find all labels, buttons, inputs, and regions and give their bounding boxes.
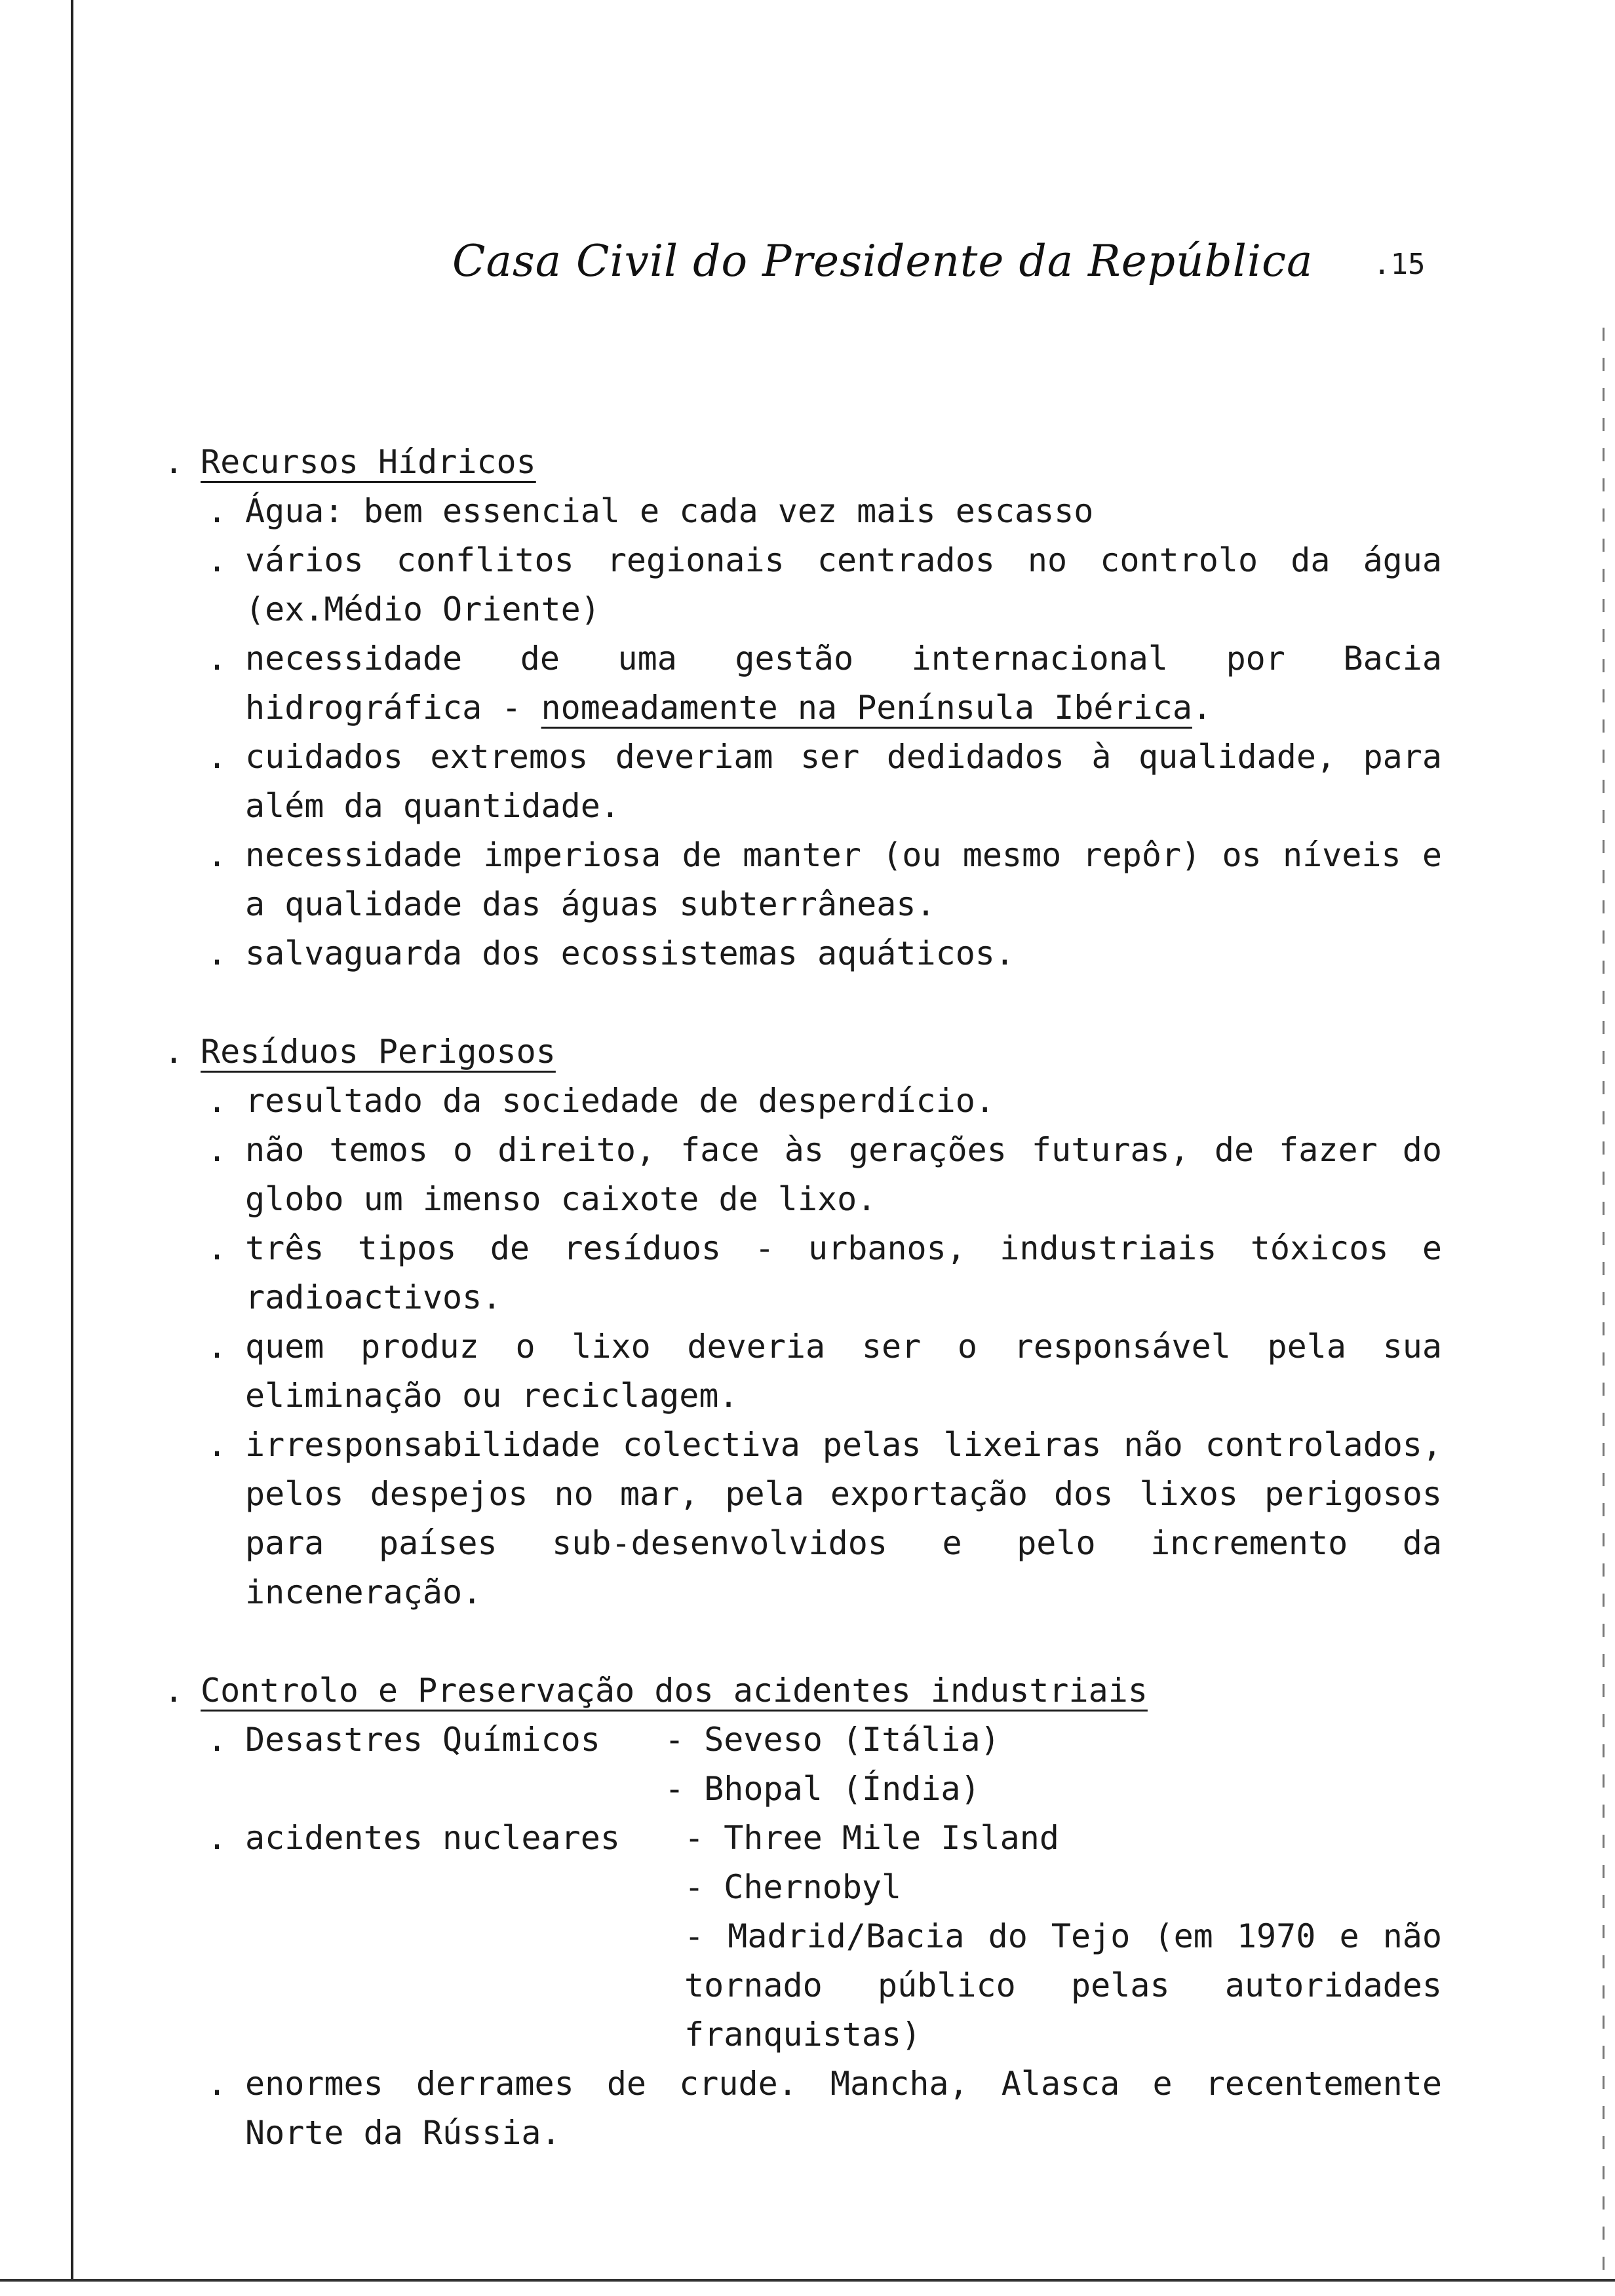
bullet: . [207,1426,227,1464]
item-text: necessidade de uma gestão internacional por Bacia hidrográfica - [245,640,1442,727]
bullet: . [207,836,227,874]
bullet: . [207,1229,227,1267]
group-row [245,1814,1442,1863]
section-title: Resíduos Perigosos [201,1033,556,1071]
page-header [452,236,1313,308]
item-text: vários conflitos regionais centrados no controlo da água (ex.Médio Oriente) [245,541,1442,628]
group-row [245,1765,1442,1814]
list-item [164,733,1442,831]
item-text: não temos o direito, face às gerações futuras, de fazer do globo um imenso caixote de lixo. [245,1131,1442,1218]
bullet: . [164,443,184,481]
item-text: quem produz o lixo deveria ser o responsável pela sua eliminação ou reciclagem. [245,1328,1442,1415]
item-text: Água: bem essencial e cada vez mais escasso [245,492,1094,530]
bullet: . [207,1131,227,1169]
group-sub-item: - Three Mile Island [684,1819,1059,1857]
item-text: cuidados extremos deveriam ser dedidados à qualidade, para além da quantidade. [245,738,1442,825]
item-text: necessidade imperiosa de manter (ou mesmo repôr) os níveis e a qualidade das águas subterrâneas. [245,836,1442,923]
bullet: . [207,1819,227,1857]
section-recursos-hidricos [164,438,1442,978]
group-sub-item: - Seveso (Itália) [665,1721,1000,1759]
group-label: Desastres Químicos [245,1721,600,1759]
item-text: três tipos de resíduos - urbanos, industriais tóxicos e radioactivos. [245,1229,1442,1316]
group-label: acidentes nucleares [245,1819,620,1857]
bullet: . [207,1721,227,1759]
bullet: . [207,934,227,972]
underlined-phrase: nomeadamente na Península Ibérica [541,689,1192,727]
bullet: . [164,1033,184,1071]
list-item [164,929,1442,978]
item-text-end: . [1192,689,1213,727]
bullet: . [207,1328,227,1366]
list-item [164,2059,1442,2158]
list-item-desastres-quimicos [164,1715,1442,1814]
item-text: irresponsabilidade colectiva pelas lixeiras não controlados, pelos despejos no mar, pela exportação dos lixos perigosos para países sub-desenvolvidos e pelo incremento da inceneração. [245,1426,1442,1611]
list-item-acidentes-nucleares [164,1814,1442,2059]
list-item [164,1322,1442,1421]
list-item [164,831,1442,929]
bullet: . [207,541,227,579]
section-residuos-perigosos [164,1027,1442,1617]
page-number: .15 [1373,248,1426,281]
bullet: . [207,738,227,776]
page-left-border [71,0,73,2280]
group-row [245,1863,1442,1912]
section-heading [164,1027,1442,1077]
bullet: . [207,2065,227,2103]
list-item [164,1077,1442,1126]
bullet: . [207,492,227,530]
group-row [245,1912,1442,2059]
list-item [164,536,1442,634]
document-body [164,438,1442,2207]
list-item [164,487,1442,536]
list-item [164,1126,1442,1224]
list-item [164,1224,1442,1322]
bullet: . [207,1082,227,1120]
bullet: . [164,1672,184,1710]
item-text: enormes derrames de crude. Mancha, Alasca e recentemente Norte da Rússia. [245,2065,1442,2152]
group-sub-item: - Madrid/Bacia do Tejo (em 1970 e não tornado público pelas autoridades franquistas) [684,1917,1442,2054]
bullet: . [207,640,227,678]
list-item [164,1421,1442,1617]
page-right-edge-marks [1603,328,1605,2280]
group-sub-item: - Bhopal (Índia) [665,1770,981,1808]
item-text: resultado da sociedade de desperdício. [245,1082,995,1120]
section-heading [164,1666,1442,1715]
group-row [245,1715,1442,1765]
section-title: Controlo e Preservação dos acidentes industriais [201,1672,1148,1710]
page-bottom-border [0,2279,1615,2282]
list-item [164,634,1442,733]
section-heading [164,438,1442,487]
group-sub-item: - Chernobyl [684,1868,902,1906]
item-text: salvaguarda dos ecossistemas aquáticos. [245,934,1015,972]
letterhead: Casa Civil do Presidente da República [452,236,1313,286]
section-title: Recursos Hídricos [201,443,536,481]
section-acidentes-industriais [164,1666,1442,2158]
